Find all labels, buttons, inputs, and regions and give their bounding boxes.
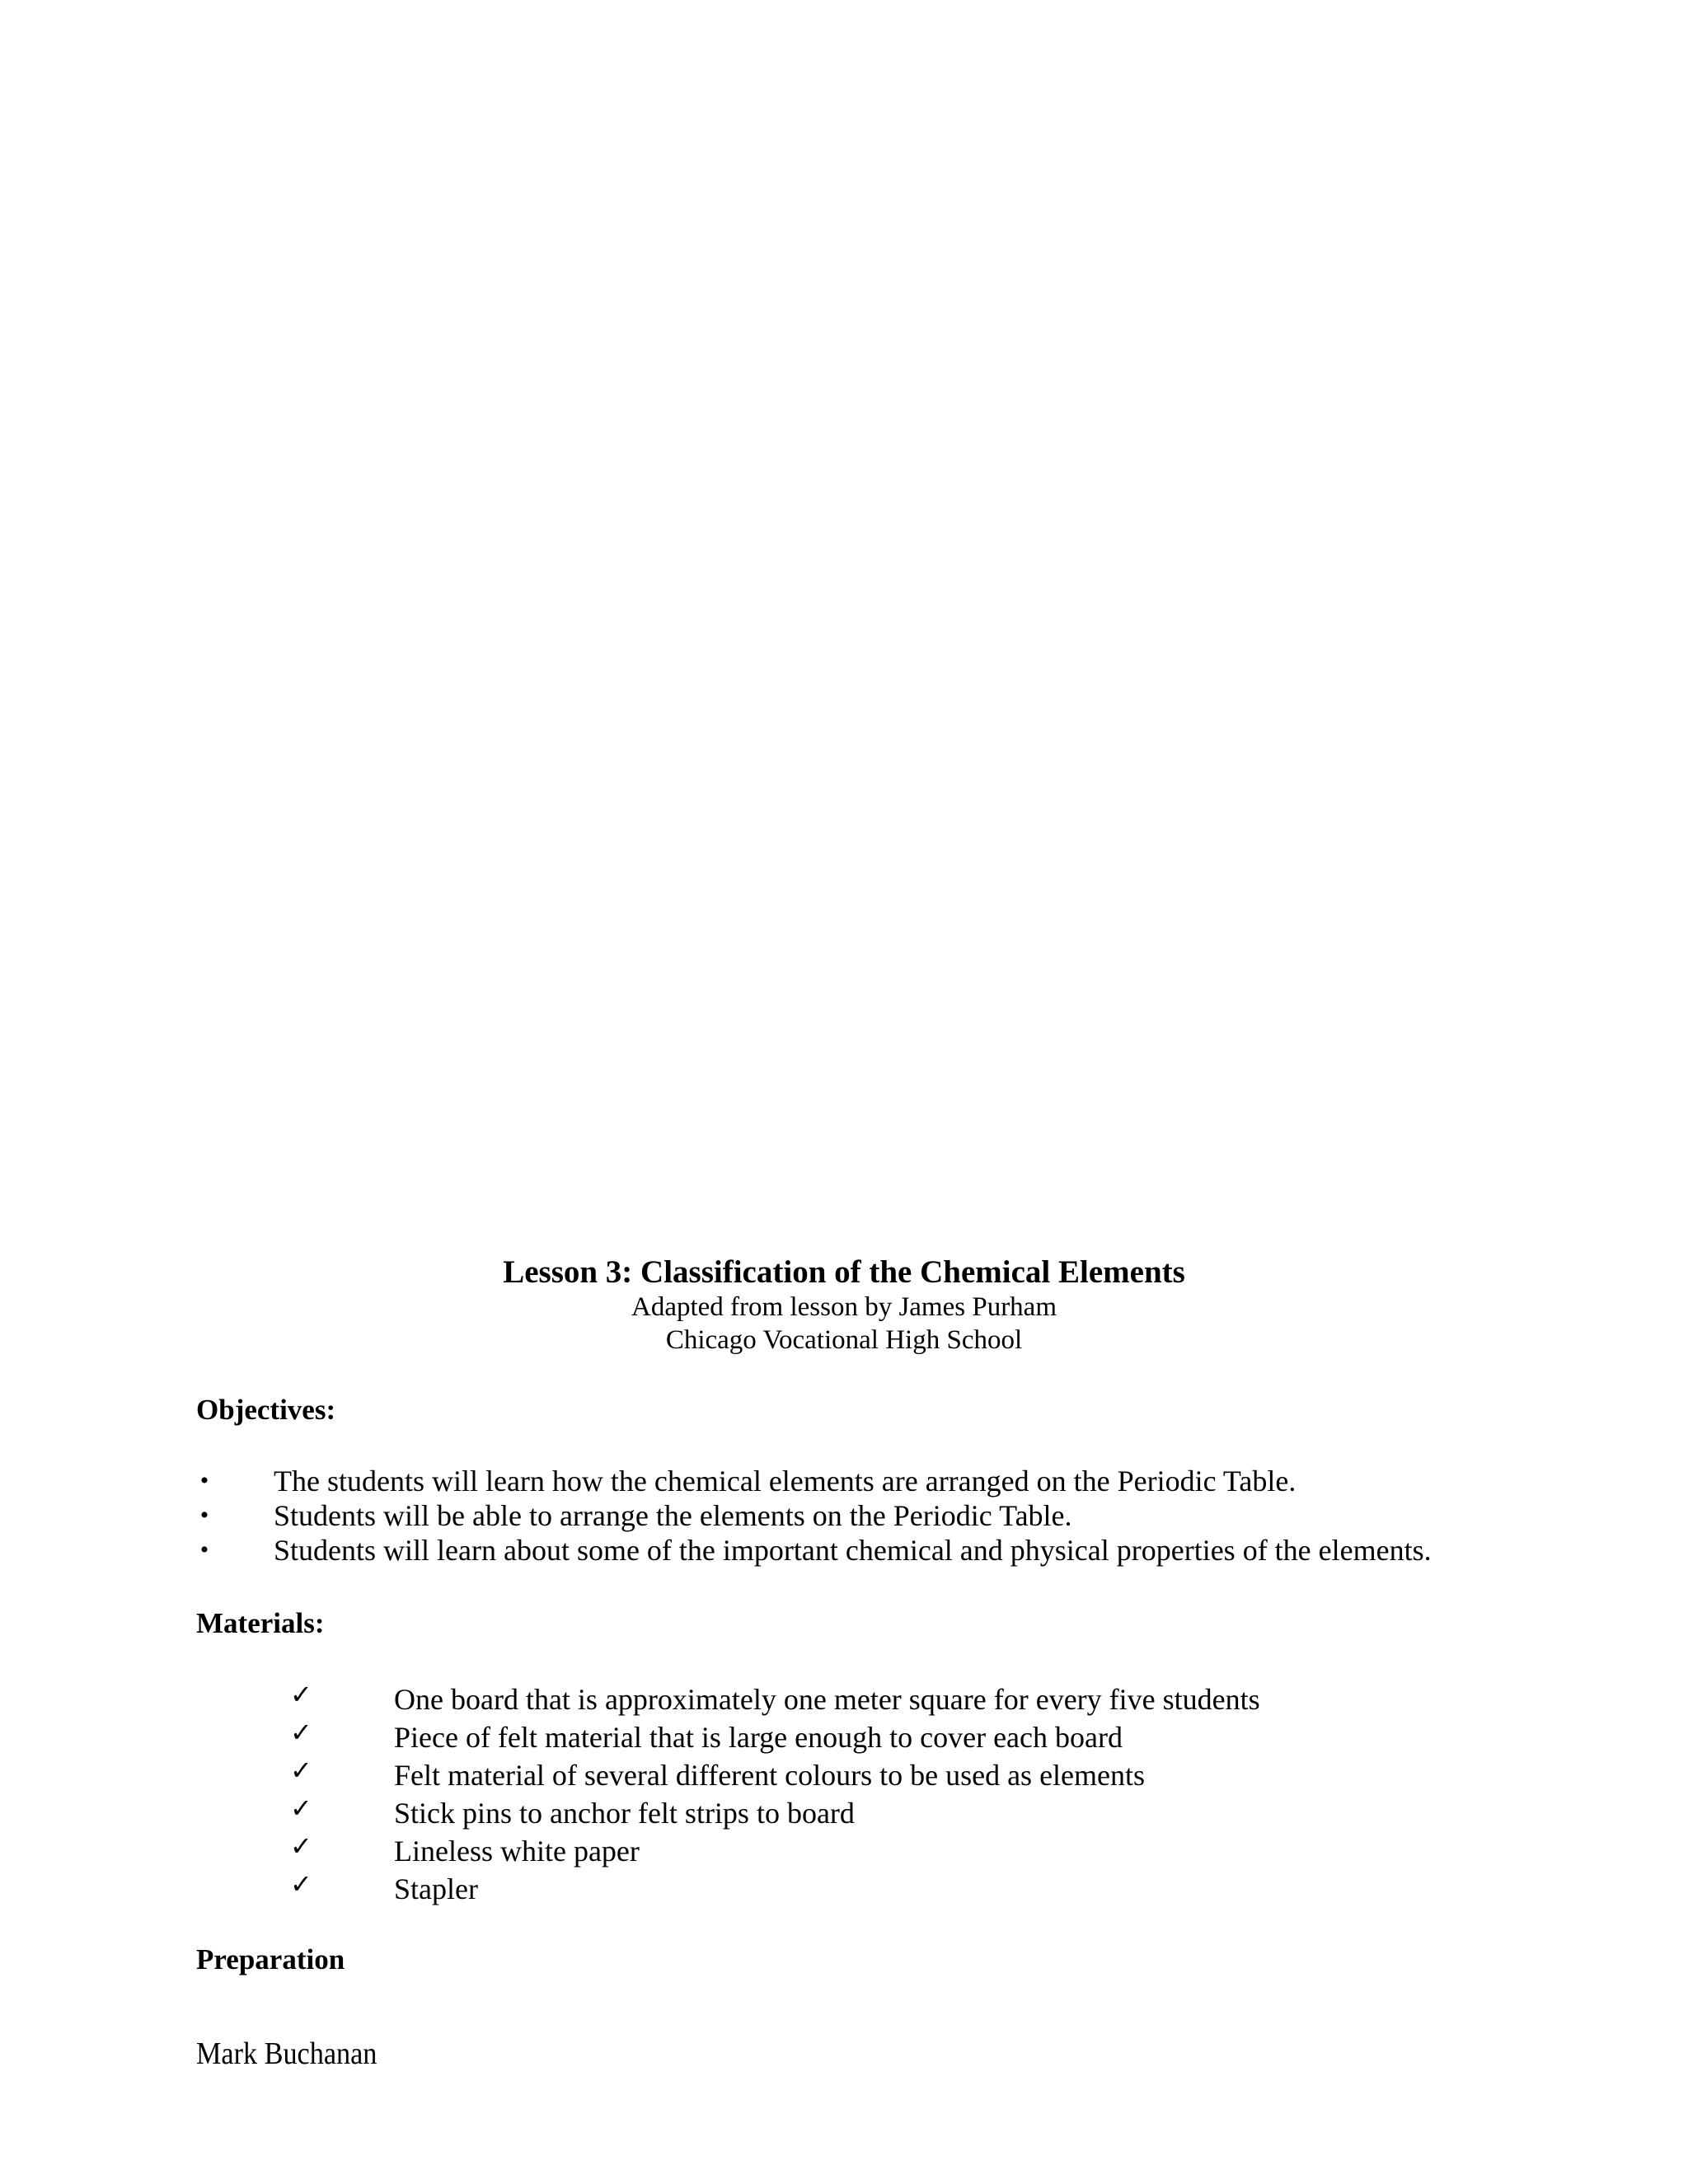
objective-text: The students will learn how the chemical elements are arranged on the Periodic Table. (274, 1465, 1296, 1497)
bullet-icon: • (199, 1467, 209, 1494)
check-mark-icon: ✓ (290, 1793, 312, 1824)
material-item (290, 1794, 1260, 1832)
objective-item (196, 1498, 1432, 1533)
check-mark-icon: ✓ (290, 1830, 312, 1862)
objective-text: Students will learn about some of the important chemical and physical properties of the elements. (274, 1534, 1432, 1567)
document-title: Lesson 3: Classification of the Chemical Elements (503, 1254, 1185, 1290)
check-mark-icon: ✓ (290, 1717, 312, 1748)
bullet-icon: • (199, 1536, 209, 1563)
material-text: Piece of felt material that is large enough to cover each board (394, 1721, 1123, 1754)
objectives-list (196, 1464, 1432, 1568)
material-text: Stick pins to anchor felt strips to board (394, 1797, 855, 1830)
title-block (0, 1254, 1688, 1357)
material-item (290, 1718, 1260, 1756)
objectives-heading: Objectives: (196, 1394, 336, 1426)
objective-text: Students will be able to arrange the elements on the Periodic Table. (274, 1499, 1072, 1532)
materials-list (290, 1680, 1260, 1908)
objective-item (196, 1533, 1432, 1568)
check-mark-icon: ✓ (290, 1868, 312, 1900)
materials-heading: Materials: (196, 1607, 325, 1639)
check-mark-icon: ✓ (290, 1755, 312, 1786)
preparation-heading: Preparation (196, 1943, 345, 1975)
material-item (290, 1756, 1260, 1794)
material-item (290, 1680, 1260, 1718)
adapted-from-line: Adapted from lesson by James Purham (631, 1292, 1057, 1322)
material-item (290, 1832, 1260, 1870)
author-name: Mark Buchanan (196, 2036, 377, 2071)
objective-item (196, 1464, 1432, 1498)
material-text: Felt material of several different colours to be used as elements (394, 1759, 1146, 1792)
material-text: Lineless white paper (394, 1835, 640, 1868)
school-line: Chicago Vocational High School (665, 1325, 1023, 1355)
check-mark-icon: ✓ (290, 1679, 312, 1710)
material-item (290, 1870, 1260, 1908)
bullet-icon: • (199, 1502, 209, 1529)
material-text: Stapler (394, 1872, 478, 1905)
material-text: One board that is approximately one meter square for every five students (394, 1683, 1260, 1716)
